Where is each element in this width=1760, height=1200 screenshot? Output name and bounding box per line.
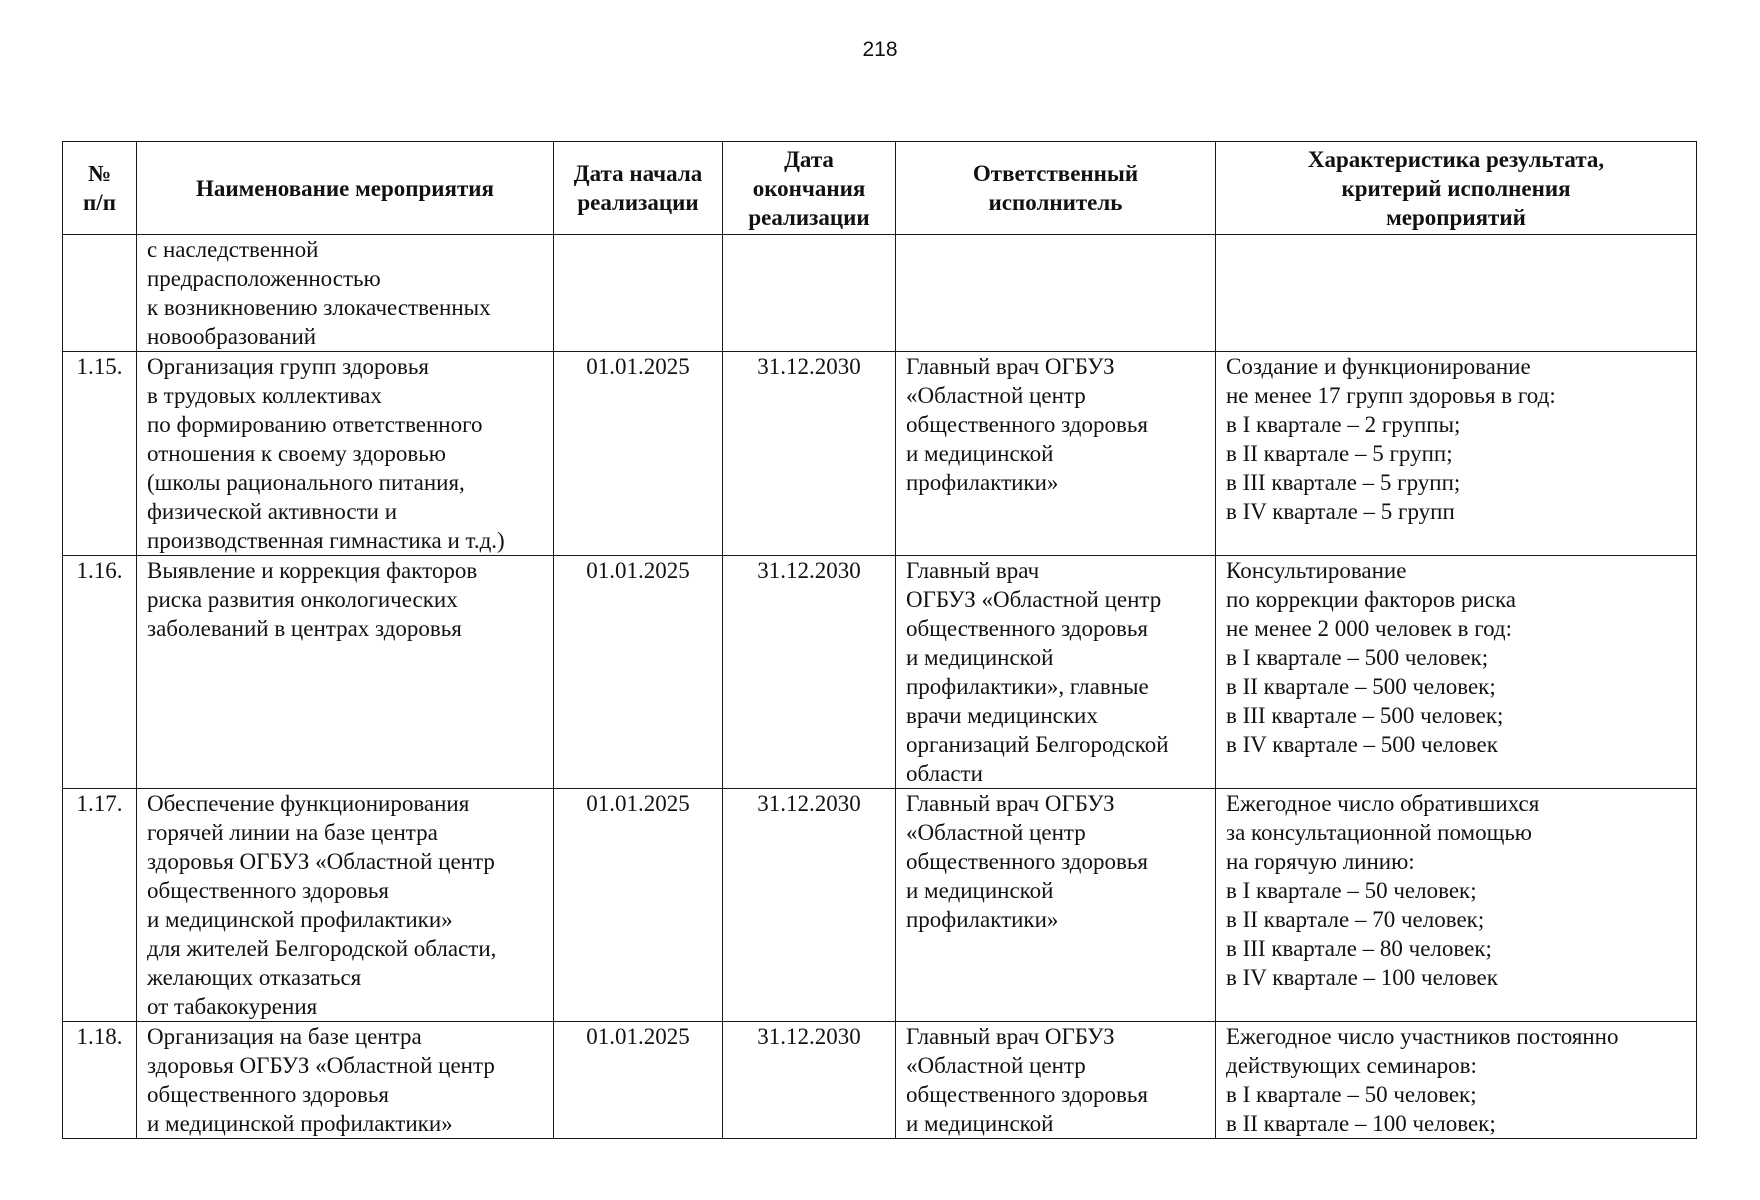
table-row <box>63 1022 1697 1139</box>
row-start-date: 01.01.2025 <box>554 556 723 789</box>
table-body <box>63 235 1697 1139</box>
row-result: Консультирование по коррекции факторов риска не менее 2 000 человек в год: в I квартале – 500 человек; в II квартале – 500 человек; в III квартале – 500 человек; в IV квартале – 500 человек <box>1216 556 1697 789</box>
row-responsible: Главный врач ОГБУЗ «Областной центр общественного здоровья и медицинской <box>896 1022 1216 1139</box>
row-end-date: 31.12.2030 <box>723 789 896 1022</box>
table-row <box>63 556 1697 789</box>
row-responsible: Главный врач ОГБУЗ «Областной центр общественного здоровья и медицинской профилактики» <box>896 352 1216 556</box>
table-row <box>63 352 1697 556</box>
header-responsible: Ответственный исполнитель <box>896 142 1216 235</box>
row-start-date <box>554 235 723 352</box>
row-result: Ежегодное число обратившихся за консультационной помощью на горячую линию: в I квартале – 50 человек; в II квартале – 70 человек; в III квартале – 80 человек; в IV квартале – 100 человек <box>1216 789 1697 1022</box>
table-header-row <box>63 142 1697 235</box>
row-end-date: 31.12.2030 <box>723 1022 896 1139</box>
row-result: Ежегодное число участников постоянно действующих семинаров: в I квартале – 50 человек; в II квартале – 100 человек; <box>1216 1022 1697 1139</box>
row-end-date <box>723 235 896 352</box>
row-start-date: 01.01.2025 <box>554 789 723 1022</box>
table-row <box>63 235 1697 352</box>
row-start-date: 01.01.2025 <box>554 352 723 556</box>
page-number: 218 <box>862 38 898 61</box>
table-row <box>63 789 1697 1022</box>
table-header <box>63 142 1697 235</box>
row-result: Создание и функционирование не менее 17 групп здоровья в год: в I квартале – 2 группы; в II квартале – 5 групп; в III квартале – 5 групп; в IV квартале – 5 групп <box>1216 352 1697 556</box>
row-num: 1.17. <box>63 789 137 1022</box>
row-name: с наследственной предрасположенностью к возникновению злокачественных новообразований <box>137 235 554 352</box>
row-name: Организация на базе центра здоровья ОГБУЗ «Областной центр общественного здоровья и медицинской профилактики» <box>137 1022 554 1139</box>
row-end-date: 31.12.2030 <box>723 352 896 556</box>
row-responsible <box>896 235 1216 352</box>
row-start-date: 01.01.2025 <box>554 1022 723 1139</box>
activities-table <box>62 141 1697 1139</box>
row-end-date: 31.12.2030 <box>723 556 896 789</box>
row-name: Выявление и коррекция факторов риска развития онкологических заболеваний в центрах здоровья <box>137 556 554 789</box>
row-name: Обеспечение функционирования горячей линии на базе центра здоровья ОГБУЗ «Областной центр общественного здоровья и медицинской профилактики» для жителей Белгородской области, желающих отказаться от табакокурения <box>137 789 554 1022</box>
row-responsible: Главный врач ОГБУЗ «Областной центр общественного здоровья и медицинской профилактики» <box>896 789 1216 1022</box>
row-num: 1.18. <box>63 1022 137 1139</box>
header-name: Наименование мероприятия <box>137 142 554 235</box>
row-num: 1.15. <box>63 352 137 556</box>
row-num: 1.16. <box>63 556 137 789</box>
row-num <box>63 235 137 352</box>
header-end-date: Дата окончания реализации <box>723 142 896 235</box>
header-start-date: Дата начала реализации <box>554 142 723 235</box>
row-name: Организация групп здоровья в трудовых коллективах по формированию ответственного отношения к своему здоровью (школы рационального питания, физической активности и производственная гимнастика и т.д.) <box>137 352 554 556</box>
row-responsible: Главный врач ОГБУЗ «Областной центр общественного здоровья и медицинской профилактики», главные врачи медицинских организаций Белгородской области <box>896 556 1216 789</box>
header-result: Характеристика результата, критерий исполнения мероприятий <box>1216 142 1697 235</box>
header-num: № п/п <box>63 142 137 235</box>
row-result <box>1216 235 1697 352</box>
